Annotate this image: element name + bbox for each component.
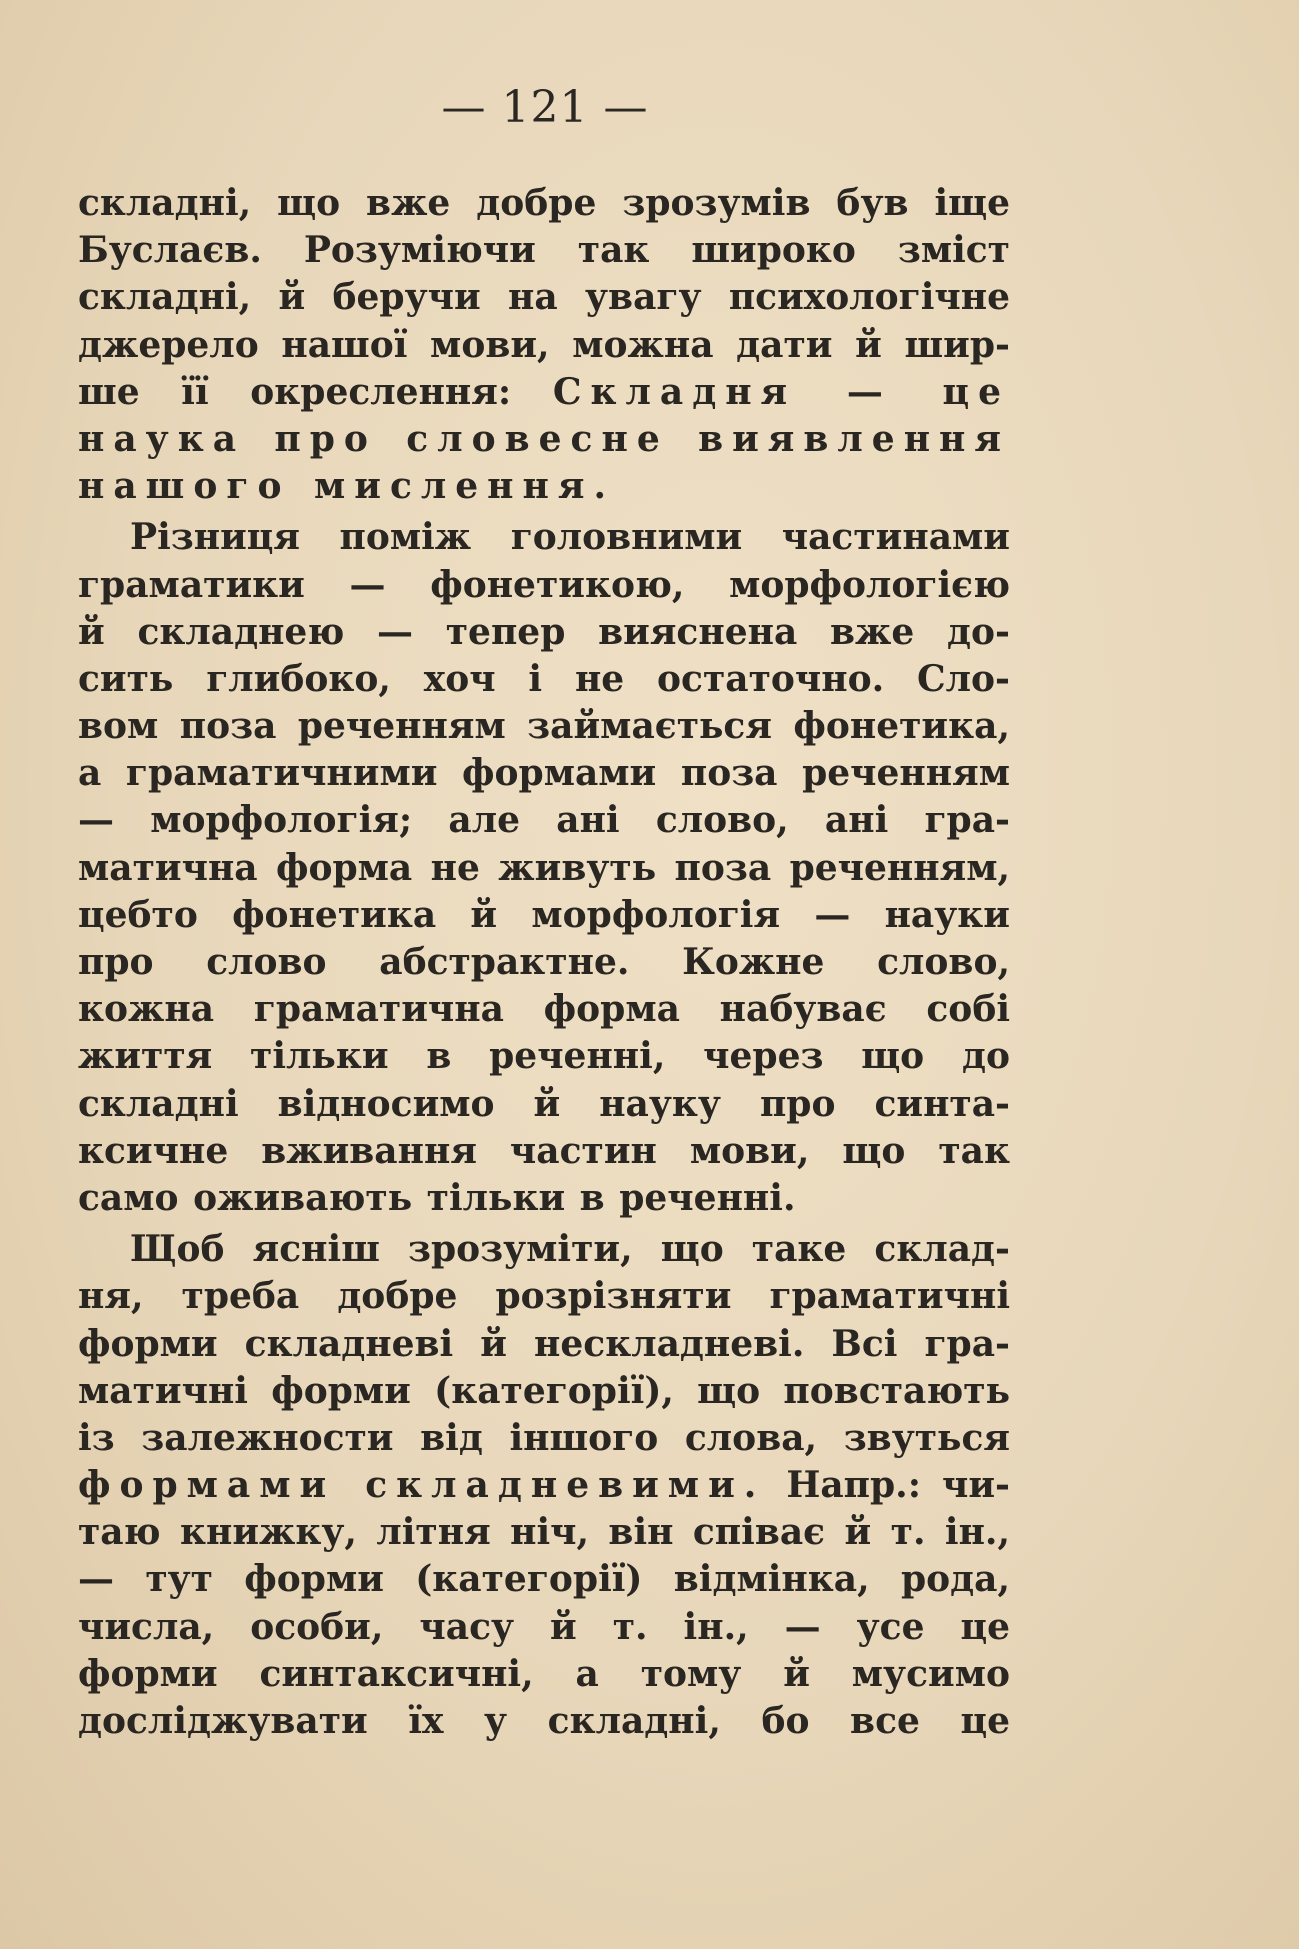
text-line: граматики — фонетикою, морфологією: [78, 563, 1010, 606]
text-line: й складнею — тепер вияснена вже до-: [78, 610, 1010, 653]
text-line: форми складневі й нескладневі. Всі гра-: [78, 1322, 1010, 1365]
text-line: про слово абстрактне. Кожне слово,: [78, 941, 1010, 983]
text-line: сить глибоко, хоч і не остаточно. Сло-: [78, 657, 1010, 700]
page-number: — 121 —: [441, 82, 649, 133]
text-line: — тут форми (категорії) відмінка, рода,: [78, 1558, 1010, 1601]
text-line: само оживають тільки в реченні.: [78, 1176, 796, 1219]
text-line: [78, 369, 1010, 416]
text-line: а граматичними формами поза реченням: [78, 752, 1010, 795]
paragraph-2: [78, 514, 1010, 1222]
text-line: життя тільки в реченні, через що до: [78, 1035, 1010, 1078]
text-line: Різниця поміж головними частинами: [130, 516, 1010, 559]
text-line: ня, треба добре розрізняти граматичні: [78, 1275, 1010, 1318]
text-line: кожна граматична форма набуває собі: [78, 988, 1010, 1031]
text-line: [78, 1462, 1010, 1509]
text-line: Буслаєв. Розуміючи так широко зміст: [78, 229, 1010, 272]
emphasized-line: [78, 463, 1010, 510]
text-line: ксичне вживання частин мови, що так: [78, 1129, 1010, 1172]
emphasized-text: нашого мислення.: [78, 465, 615, 508]
paragraph-1: [78, 180, 1010, 510]
emphasized-text: формами складневими.: [78, 1464, 766, 1507]
text-line: складні відносимо й науку про синта-: [78, 1082, 1010, 1125]
text-line: складні, й беручи на увагу психологічне: [78, 276, 1010, 319]
text-line: джерело нашої мови, можна дати й шир-: [78, 323, 1010, 366]
text-line: вом поза реченням займається фонетика,: [78, 705, 1010, 748]
text-line: складні, що вже добре зрозумів був іще: [78, 182, 1010, 224]
text-line: форми синтаксичні, а тому й мусимо: [78, 1652, 1010, 1695]
text-line: — морфологія; але ані слово, ані гра-: [78, 799, 1010, 842]
text-line: таю книжку, літня ніч, він співає й т. ін.,: [78, 1511, 1010, 1554]
text-line: Щоб ясніш зрозуміти, що таке склад-: [130, 1228, 1010, 1271]
emphasized-text: Складня — це: [552, 370, 1010, 413]
emphasized-line: наука про словесне виявлення: [78, 417, 1010, 460]
text-line: матична форма не живуть поза реченням,: [78, 846, 1010, 889]
text-line: досліджувати їх у складні, бо все це: [78, 1700, 1010, 1742]
text-segment: ше її окреслення:: [78, 370, 553, 413]
text-line: числа, особи, часу й т. ін., — усе це: [78, 1605, 1010, 1648]
text-line: матичні форми (категорії), що повстають: [78, 1369, 1010, 1412]
paragraph-3: [78, 1226, 1010, 1745]
text-segment: Напр.: чи-: [765, 1464, 1010, 1507]
text-line: із залежности від іншого слова, звуться: [78, 1416, 1010, 1459]
text-line: цебто фонетика й морфологія — науки: [78, 893, 1010, 936]
body-text: [78, 180, 1010, 1745]
